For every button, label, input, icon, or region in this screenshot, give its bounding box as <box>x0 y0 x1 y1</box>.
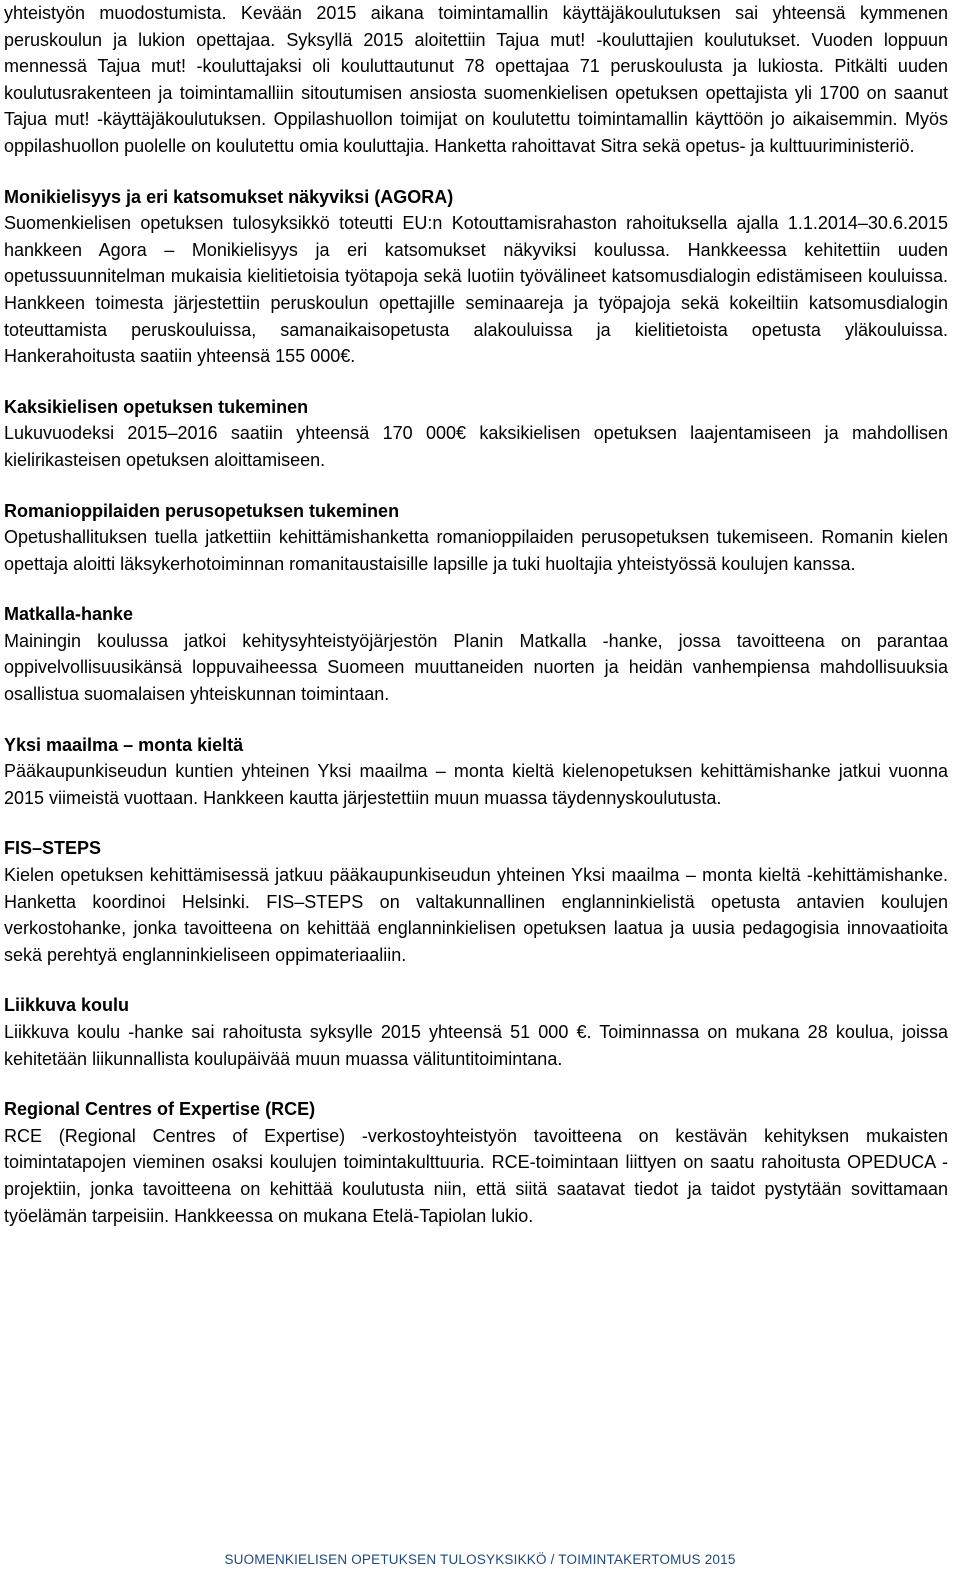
section-paragraph: Liikkuva koulu -hanke sai rahoitusta syksylle 2015 yhteensä 51 000 €. Toiminnassa on mukana 28 koulua, joissa kehitetään liikunnallista koulupäivää muun muassa välituntitoimintana. <box>4 1022 948 1069</box>
section-heading: Kaksikielisen opetuksen tukeminen <box>4 396 309 417</box>
section-heading: FIS–STEPS <box>4 838 102 859</box>
section-kaksikielinen <box>4 394 948 474</box>
section-heading: Romanioppilaiden perusopetuksen tukeminen <box>4 500 400 521</box>
intro-paragraph: yhteistyön muodostumista. Kevään 2015 aikana toimintamallin käyttäjäkoulutuksen sai yhteensä kymmenen peruskoulun ja lukion opettajaa. Syksyllä 2015 aloitettiin Tajua mut! -kouluttajien koulutukset. Vuoden loppuun mennessä Tajua mut! -kouluttajaksi oli kouluttautunut 78 opettajaa 71 peruskoulusta ja lukiosta. Pitkälti uuden koulutusrakenteen ja toimintamalliin sitoutumisen ansiosta suomenkielisen opetuksen opettajista yli 1700 on saanut Tajua mut! -käyttäjäkoulutuksen. Oppilashuollon toimijat on koulutettu toimintamallin käyttöön jo aikaisemmin. Myös oppilashuollon puolelle on koulutettu omia kouluttajia. Hanketta rahoittavat Sitra sekä opetus- ja kulttuuriministeriö. <box>4 3 948 156</box>
section-heading: Liikkuva koulu <box>4 995 130 1016</box>
document-page <box>4 0 948 1229</box>
section-paragraph: Opetushallituksen tuella jatkettiin kehittämishanketta romanioppilaiden perusopetuksen tukemiseen. Romanin kielen opettaja aloitti läksykerhotoiminnan romanitaustaisille lapsille ja tuki huoltajia yhteistyössä koulujen kanssa. <box>4 527 948 574</box>
section-paragraph: Kielen opetuksen kehittämisessä jatkuu pääkaupunkiseudun yhteinen Yksi maailma – monta kieltä -kehittämishanke. Hanketta koordinoi Helsinki. FIS–STEPS on valtakunnallinen englanninkielistä opetusta antavien koulujen verkostohanke, jonka tavoitteena on kehittää englanninkielisen opetuksen laatua ja uusia pedagogisia innovaatioita sekä perehtyä englanninkieliseen oppimateriaaliin. <box>4 865 948 965</box>
section-paragraph: Pääkaupunkiseudun kuntien yhteinen Yksi maailma – monta kieltä kielenopetuksen kehittämishanke jatkui vuonna 2015 viimeistä vuottaan. Hankkeen kautta järjestettiin muun muassa täydennyskoulutusta. <box>4 761 948 808</box>
page-footer: SUOMENKIELISEN OPETUKSEN TULOSYKSIKKÖ / TOIMINTAKERTOMUS 2015 <box>224 1552 736 1567</box>
section-heading: Matkalla-hanke <box>4 604 134 625</box>
section-matkalla <box>4 601 948 707</box>
section-yksi-maailma <box>4 732 948 812</box>
section-fis-steps <box>4 835 948 968</box>
intro-section <box>4 0 948 160</box>
section-rce <box>4 1096 948 1229</box>
section-paragraph: Mainingin koulussa jatkoi kehitysyhteistyöjärjestön Planin Matkalla -hanke, jossa tavoitteena on parantaa oppivelvollisuusikänsä loppuvaiheessa Suomeen muuttaneiden nuorten ja heidän vanhempiensa mahdollisuuksia osallistua suomalaisen yhteiskunnan toimintaan. <box>4 630 948 705</box>
section-paragraph: Lukuvuodeksi 2015–2016 saatiin yhteensä 170 000€ kaksikielisen opetuksen laajentamiseen ja mahdollisen kielirikasteisen opetuksen aloittamiseen. <box>4 423 948 470</box>
section-paragraph: Suomenkielisen opetuksen tulosyksikkö toteutti EU:n Kotouttamisrahaston rahoituksella ajalla 1.1.2014–30.6.2015 hankkeen Agora – Monikielisyys ja eri katsomukset näkyviksi koulussa. Hankkeessa kehitettiin uuden opetussuunnitelman mukaisia kielitietoisia työtapoja sekä luotiin työvälineet katsomusdialogin edistämiseen kouluissa. Hankkeen toimesta järjestettiin peruskoulun opettajille seminaareja ja työpajoja sekä kokeiltiin katsomusdialogin toteuttamista peruskouluissa, samanaikaisopetusta alakouluissa ja kielitietoista opetusta yläkouluissa. Hankerahoitusta saatiin yhteensä 155 000€. <box>4 213 948 367</box>
section-heading: Regional Centres of Expertise (RCE) <box>4 1099 316 1120</box>
section-paragraph: RCE (Regional Centres of Expertise) -verkostoyhteistyön tavoitteena on kestävän kehityksen mukaisten toimintatapojen vieminen osaksi koulujen toimintakulttuuria. RCE-toimintaan liittyen on saatu rahoitusta OPEDUCA -projektiin, jonka tavoitteena on kehittää koulutusta niin, että siitä saatavat tiedot ja taidot pystytään sovittamaan työelämän tarpeisiin. Hankkeessa on mukana Etelä-Tapiolan lukio. <box>4 1125 948 1226</box>
section-heading: Yksi maailma – monta kieltä <box>4 734 244 755</box>
section-heading: Monikielisyys ja eri katsomukset näkyviksi (AGORA) <box>4 186 454 207</box>
section-liikkuva-koulu <box>4 992 948 1072</box>
section-romani <box>4 498 948 578</box>
section-agora <box>4 184 948 370</box>
